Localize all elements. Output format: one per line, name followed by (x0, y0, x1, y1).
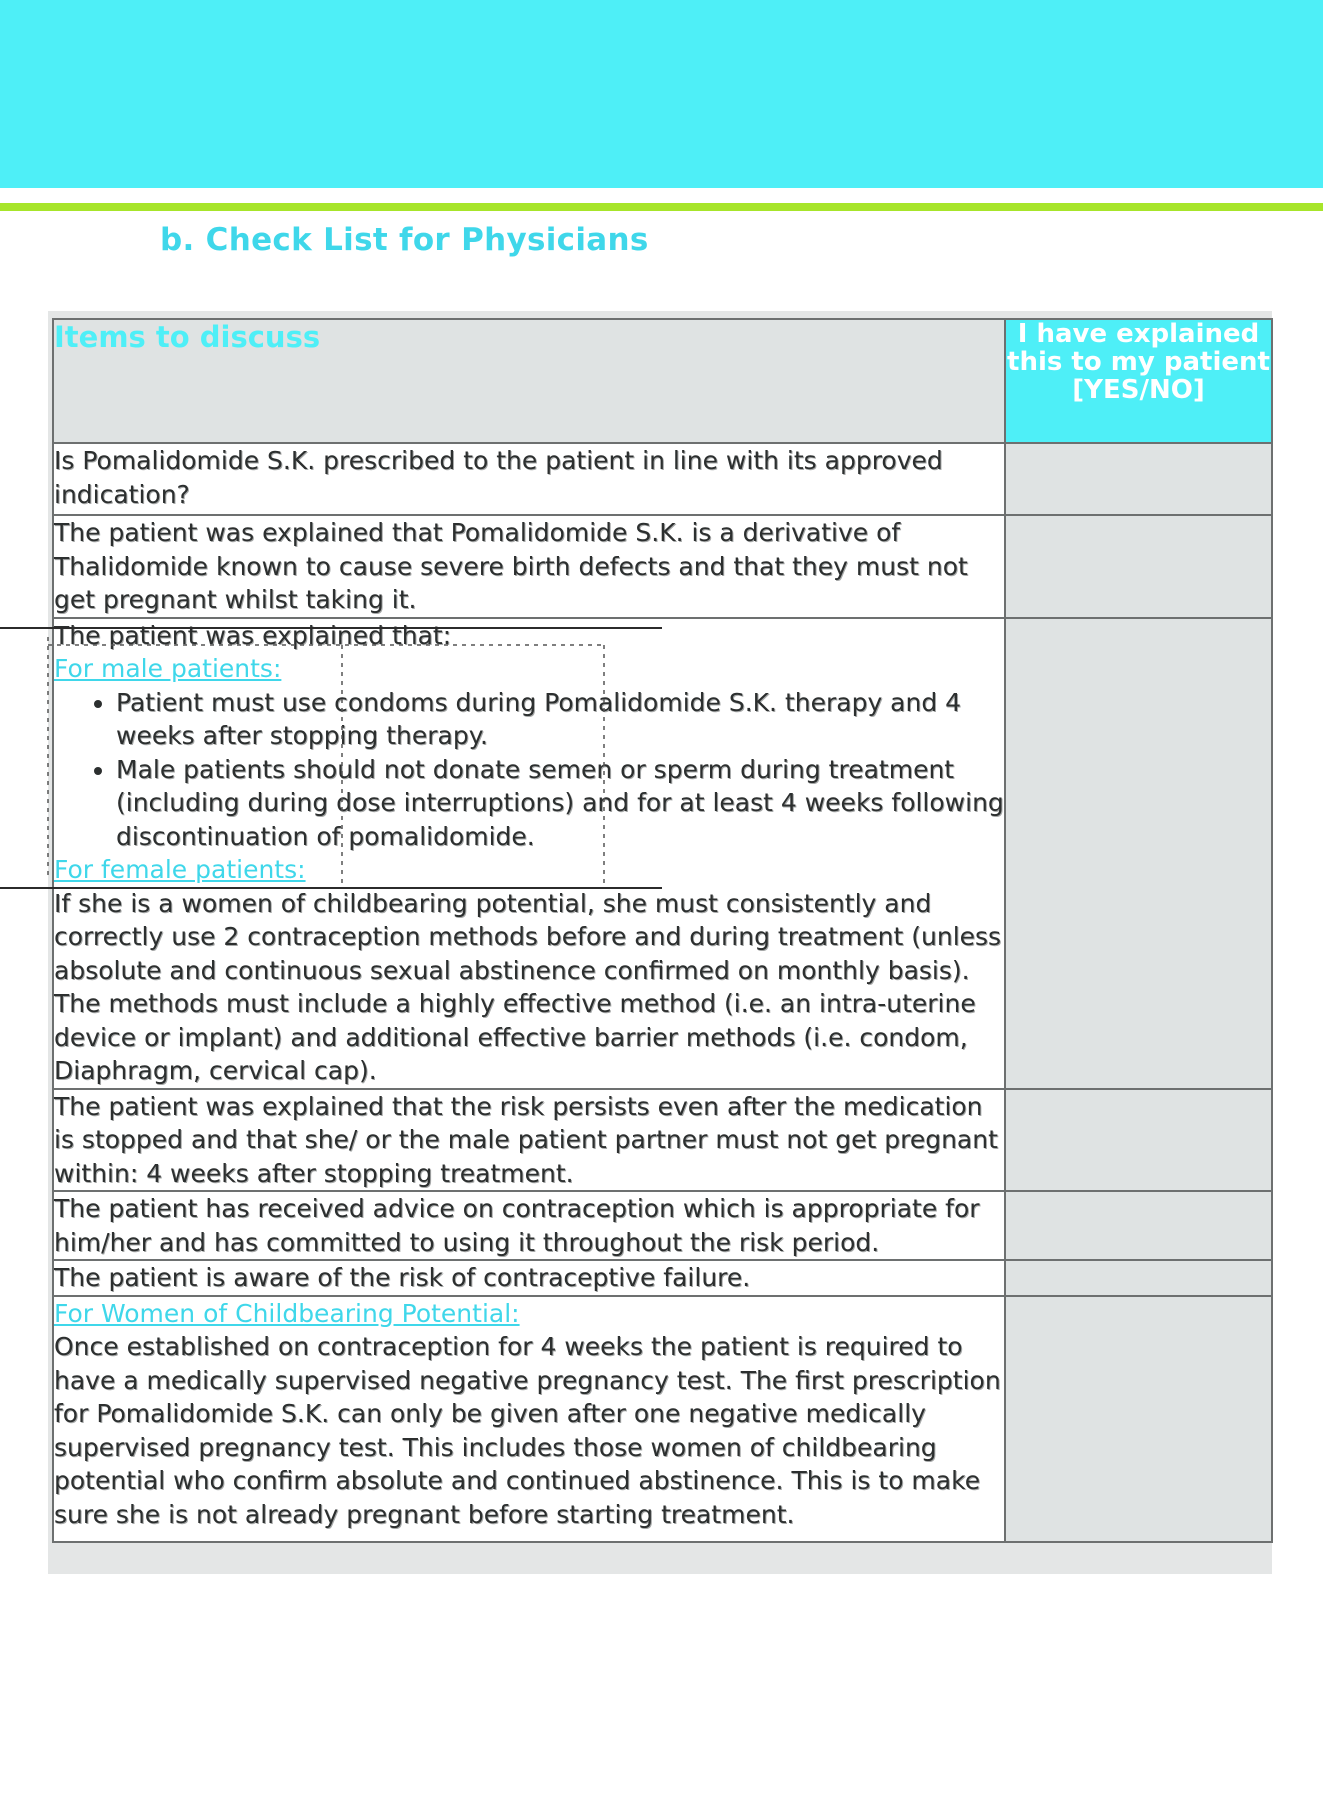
item-text: The patient has received advice on contraception which is appropriate for him/her and has committed to using it throughout the risk period. (54, 1194, 980, 1257)
yes-no-cell[interactable] (1005, 618, 1272, 1089)
table-row (53, 515, 1272, 618)
item-cell (53, 1260, 1005, 1296)
item-cell (53, 515, 1005, 618)
item-intro-text: The patient was explained that: (54, 620, 452, 650)
item-cell (53, 1296, 1005, 1543)
explained-header-line: this to my patient (1007, 347, 1270, 377)
item-text: Is Pomalidomide S.K. prescribed to the patient in line with its approved indication? (54, 446, 943, 509)
male-patients-heading: For male patients: (54, 654, 282, 683)
explained-header-line: [YES/NO] (1072, 375, 1205, 405)
table-row (53, 1260, 1272, 1296)
items-to-discuss-header: Items to discuss (53, 319, 1005, 443)
item-text: The patient was explained that the risk persists even after the medication is stopped and that she/ or the male patient partner must not get pregnant within: 4 weeks after stopping treatment. (54, 1091, 998, 1188)
item-cell (53, 443, 1005, 515)
item-cell (53, 1089, 1005, 1192)
header-band (0, 0, 1323, 188)
table-row (53, 1191, 1272, 1260)
list-item: • Male patients should not donate semen or sperm during treatment (including during dose interruptions) and for at least 4 weeks following discontinuation of pomalidomide. (116, 753, 1004, 854)
table-row (53, 1296, 1272, 1543)
item-text: Once established on contraception for 4 weeks the patient is required to have a medically supervised negative pregnancy test. The first prescription for Pomalidomide S.K. can only be given after one negative medically supervised pregnancy test. This includes those women of childbearing potential who confirm absolute and continued abstinence. This is to make sure she is not already pregnant before starting treatment. (54, 1332, 1001, 1529)
male-patients-list (54, 686, 1004, 854)
table-row (53, 1089, 1272, 1192)
female-patients-text: If she is a women of childbearing potential, she must consistently and correctly use 2 contraception methods before and during treatment (unless absolute and continuous sexual abstinence confirmed on monthly basis). The methods must include a highly effective method (i.e. an intra-uterine device or implant) and additional effective barrier methods (i.e. condom, Diaphragm, cervical cap). (54, 888, 1002, 1085)
yes-no-cell[interactable] (1005, 1296, 1272, 1543)
wocbp-heading: For Women of Childbearing Potential: (54, 1298, 520, 1328)
yes-no-cell[interactable] (1005, 443, 1272, 515)
physician-checklist-table (52, 318, 1273, 1543)
yes-no-cell[interactable] (1005, 515, 1272, 618)
table-header-row (53, 319, 1272, 443)
item-cell (53, 1191, 1005, 1260)
table-row (53, 618, 1272, 1089)
explained-header-line: I have explained (1017, 319, 1260, 349)
female-patients-heading: For female patients: (54, 855, 306, 884)
yes-no-cell[interactable] (1005, 1260, 1272, 1296)
list-item: • Patient must use condoms during Pomalidomide S.K. therapy and 4 weeks after stopping therapy. (116, 686, 1004, 753)
explained-header (1005, 319, 1272, 443)
item-text: The patient is aware of the risk of contraceptive failure. (54, 1263, 751, 1292)
header-rule (0, 203, 1323, 211)
table-row (53, 443, 1272, 515)
yes-no-cell[interactable] (1005, 1191, 1272, 1260)
yes-no-cell[interactable] (1005, 1089, 1272, 1192)
item-text: The patient was explained that Pomalidomide S.K. is a derivative of Thalidomide known to cause severe birth defects and that they must not get pregnant whilst taking it. (54, 518, 968, 614)
item-cell (53, 618, 1005, 1089)
section-title: b. Check List for Physicians (160, 222, 649, 258)
